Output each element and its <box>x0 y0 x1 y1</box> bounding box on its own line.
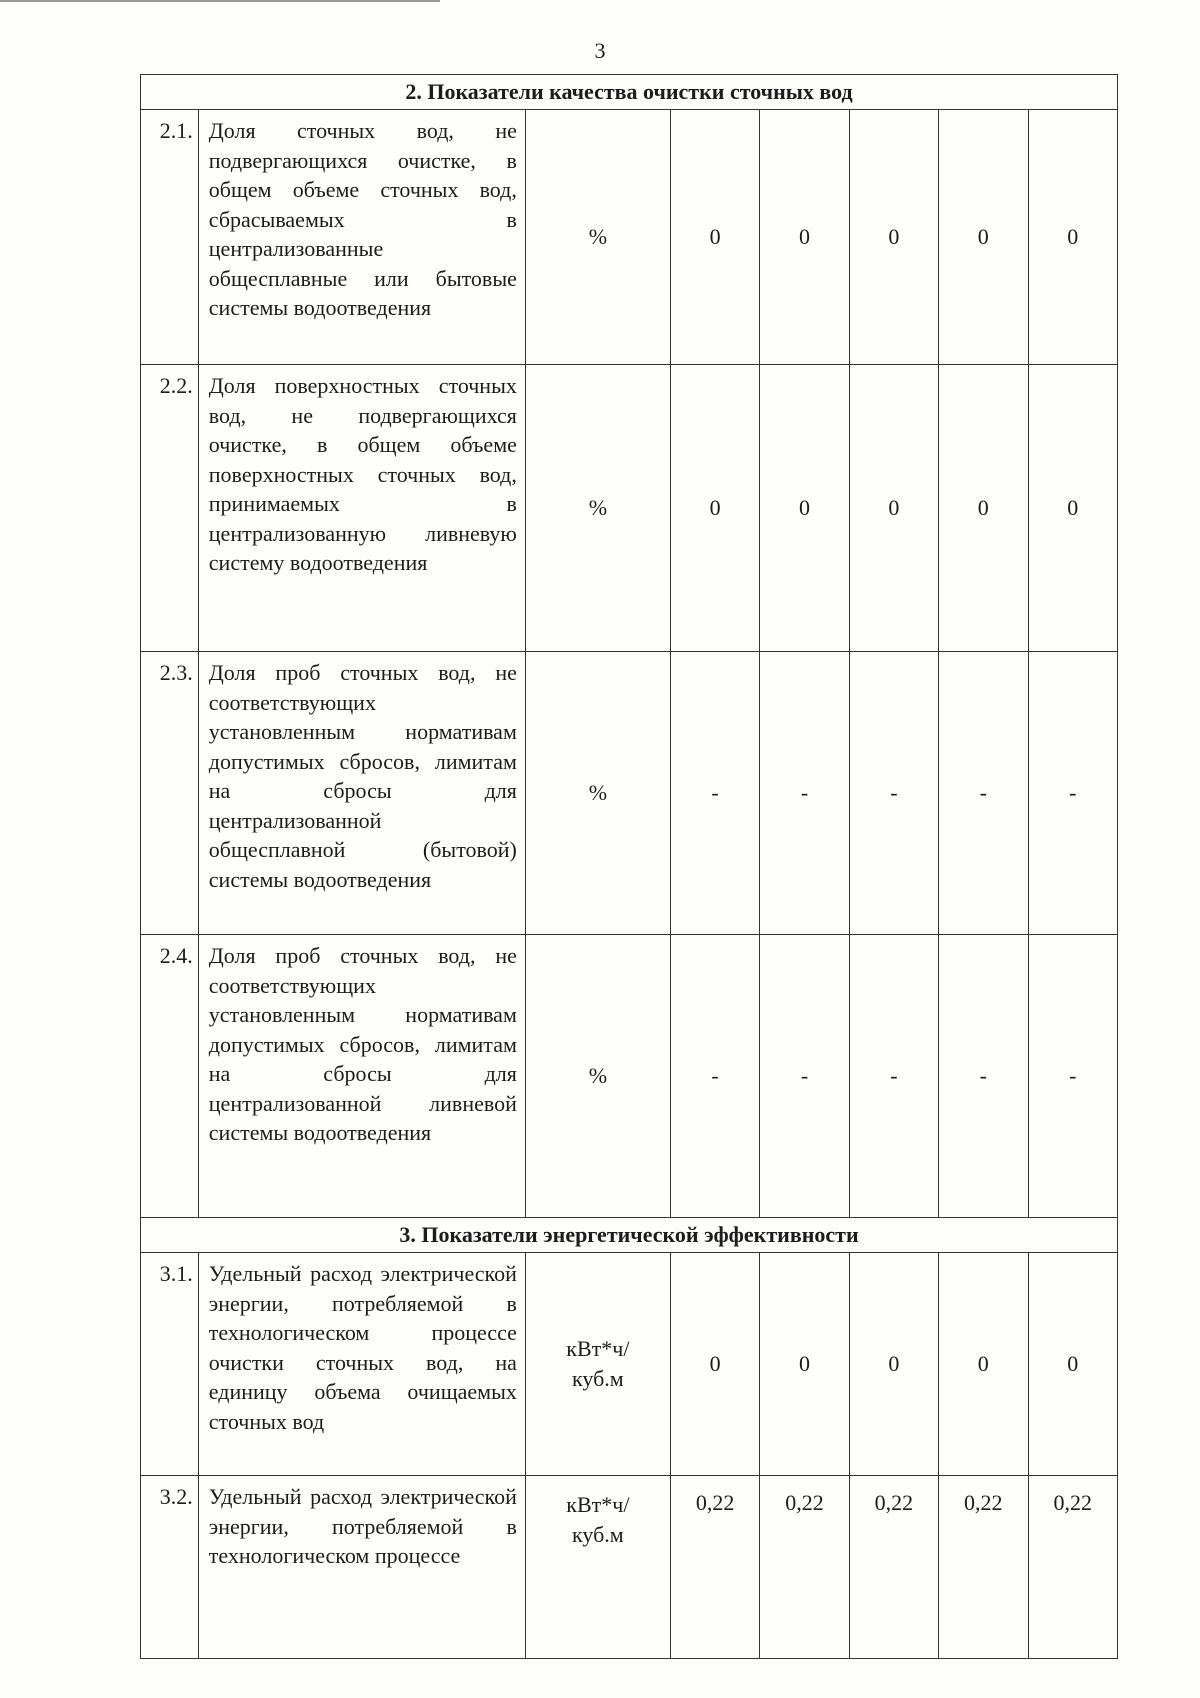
row-number: 3.1. <box>141 1253 199 1476</box>
indicator-description: Доля поверхностных сточных вод, не подвергающихся очистке, в общем объеме поверхностных сточных вод, принимаемых в централизованную ливневую систему водоотведения <box>198 365 525 652</box>
value-cell: 0,22 <box>760 1476 849 1659</box>
value-cell: - <box>1028 935 1118 1218</box>
value-cell: 0 <box>670 1253 759 1476</box>
value-cell: 0 <box>670 365 759 652</box>
value-cell: - <box>670 652 759 935</box>
row-number: 2.4. <box>141 935 199 1218</box>
table-row <box>141 365 1118 652</box>
row-number: 2.2. <box>141 365 199 652</box>
value-cell: 0,22 <box>1028 1476 1118 1659</box>
value-cell: - <box>939 935 1028 1218</box>
table-row <box>141 1253 1118 1476</box>
value-cell: 0 <box>1028 365 1118 652</box>
value-cell: - <box>670 935 759 1218</box>
value-cell: - <box>849 935 938 1218</box>
indicators-table <box>140 74 1118 1659</box>
value-cell: 0,22 <box>939 1476 1028 1659</box>
unit-cell: % <box>525 110 670 365</box>
section-title: 2. Показатели качества очистки сточных вод <box>141 75 1118 110</box>
indicator-description: Удельный расход электрической энергии, потребляемой в технологическом процессе <box>198 1476 525 1659</box>
section-header-row <box>141 1218 1118 1253</box>
indicator-description: Удельный расход электрической энергии, потребляемой в технологическом процессе очистки сточных вод, на единицу объема очищаемых сточных вод <box>198 1253 525 1476</box>
value-cell: 0 <box>760 365 849 652</box>
value-cell: - <box>849 652 938 935</box>
value-cell: 0 <box>849 1253 938 1476</box>
value-cell: 0 <box>760 1253 849 1476</box>
value-cell: 0,22 <box>849 1476 938 1659</box>
indicator-description: Доля сточных вод, не подвергающихся очистке, в общем объеме сточных вод, сбрасываемых в централизованные общесплавные или бытовые системы водоотведения <box>198 110 525 365</box>
table-row <box>141 935 1118 1218</box>
value-cell: - <box>939 652 1028 935</box>
row-number: 2.3. <box>141 652 199 935</box>
unit-cell <box>525 1476 670 1659</box>
scan-edge-line <box>0 0 440 2</box>
indicators-table-container <box>140 74 1118 1659</box>
unit-line: кВт*ч/ <box>566 1492 630 1517</box>
table-row <box>141 652 1118 935</box>
unit-line: кВт*ч/ <box>566 1336 630 1361</box>
value-cell: - <box>760 652 849 935</box>
table-row <box>141 110 1118 365</box>
section-header-row <box>141 75 1118 110</box>
unit-cell: % <box>525 652 670 935</box>
value-cell: 0 <box>849 365 938 652</box>
value-cell: 0,22 <box>670 1476 759 1659</box>
value-cell: 0 <box>1028 110 1118 365</box>
value-cell: 0 <box>1028 1253 1118 1476</box>
unit-cell: % <box>525 365 670 652</box>
unit-line: куб.м <box>572 1522 624 1547</box>
value-cell: 0 <box>760 110 849 365</box>
unit-cell: % <box>525 935 670 1218</box>
value-cell: 0 <box>939 110 1028 365</box>
value-cell: 0 <box>849 110 938 365</box>
value-cell: 0 <box>670 110 759 365</box>
value-cell: - <box>760 935 849 1218</box>
indicator-description: Доля проб сточных вод, не соответствующих установленным нормативам допустимых сбросов, лимитам на сбросы для централизованной ливневой системы водоотведения <box>198 935 525 1218</box>
row-number: 3.2. <box>141 1476 199 1659</box>
section-title: 3. Показатели энергетической эффективности <box>141 1218 1118 1253</box>
value-cell: 0 <box>939 1253 1028 1476</box>
indicator-description: Доля проб сточных вод, не соответствующих установленным нормативам допустимых сбросов, лимитам на сбросы для централизованной общесплавной (бытовой) системы водоотведения <box>198 652 525 935</box>
value-cell: 0 <box>939 365 1028 652</box>
row-number: 2.1. <box>141 110 199 365</box>
page-number: 3 <box>594 38 606 63</box>
value-cell: - <box>1028 652 1118 935</box>
unit-line: куб.м <box>572 1366 624 1391</box>
table-row <box>141 1476 1118 1659</box>
unit-cell <box>525 1253 670 1476</box>
